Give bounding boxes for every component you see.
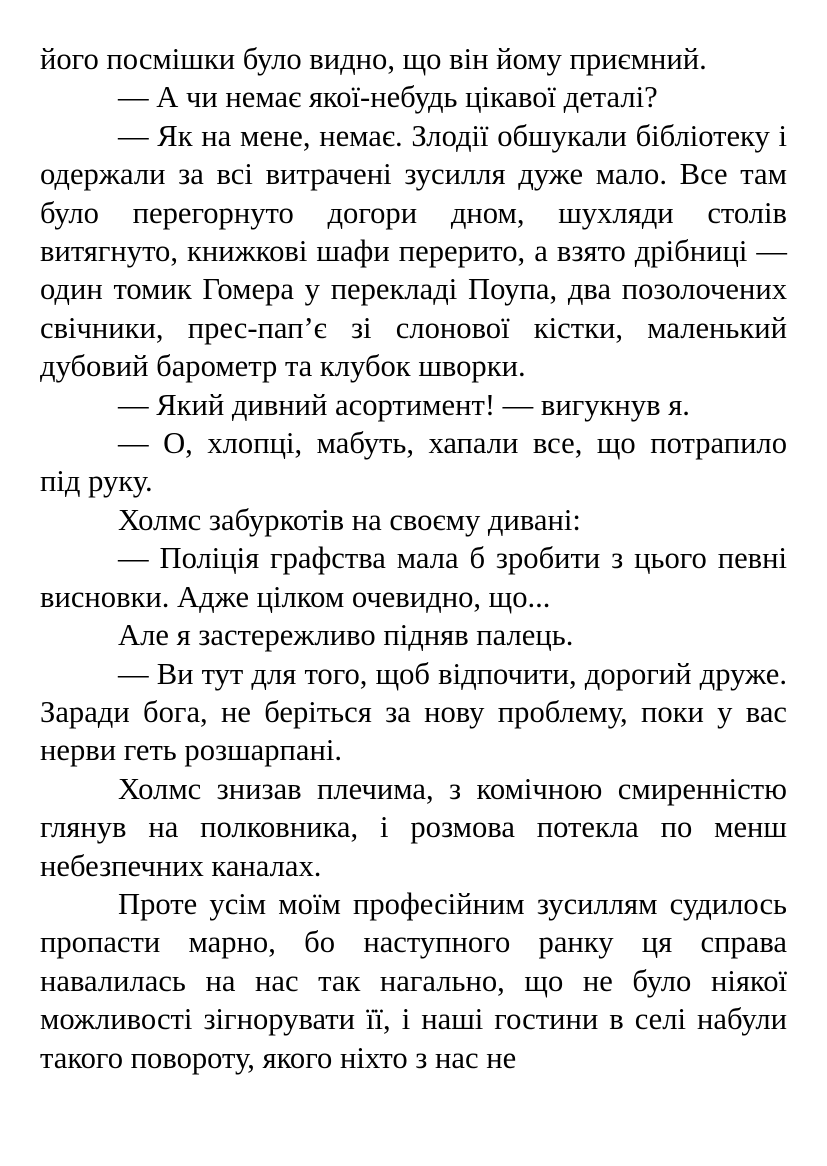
paragraph-dialogue-police: — Поліція графства мала б зробити з цього певні висновки. Адже цілком очевидно, що... <box>40 541 787 614</box>
paragraph-final: Проте усім моїм професійним зусиллям судилось пропасти марно, бо наступного ранку ця справа навалилась на нас так нагально, що не було ніякої можливості зігнорувати її, і наші гостини в селі набули такого повороту, якого ніхто з нас не <box>40 886 787 1075</box>
paragraph-dialogue-question: — А чи немає якої-небудь цікавої деталі? <box>118 80 658 115</box>
paragraph-holmes-shrug: Холмс знизав плечима, з комічною смиренністю глянув на полковника, і розмова потекла по менш небезпечних каналах. <box>40 771 787 883</box>
paragraph-dialogue-rest: — Ви тут для того, щоб відпочити, дорогий друже. Заради бога, не беріться за нову проблему, поки у вас нерви геть розшарпані. <box>40 656 787 768</box>
paragraph-holmes-sofa: Холмс забуркотів на своєму дивані: <box>118 502 581 537</box>
paragraph-continuation: його посмішки було видно, що він йому приємний. <box>40 42 707 76</box>
paragraph-dialogue-lads: — О, хлопці, мабуть, хапали все, що потрапило під руку. <box>40 426 787 499</box>
paragraph-raised-finger: Але я застережливо підняв палець. <box>118 618 574 653</box>
document-page <box>40 40 787 1077</box>
paragraph-dialogue-burglary: — Як на мене, немає. Злодії обшукали бібліотеку і одержали за всі витрачені зусилля дуже мало. Все там було перегорнуто догори дном, шухляди столів витягнуто, книжкові шафи перерито, а взято дрібниці — один томик Гомера у перекладі Поупа, два позолочених свічники, прес-пап’є зі слонової кістки, маленький дубовий барометр та клубок шворки. <box>40 118 787 384</box>
paragraph-dialogue-exclamation: — Який дивний асортимент! — вигукнув я. <box>118 387 690 422</box>
